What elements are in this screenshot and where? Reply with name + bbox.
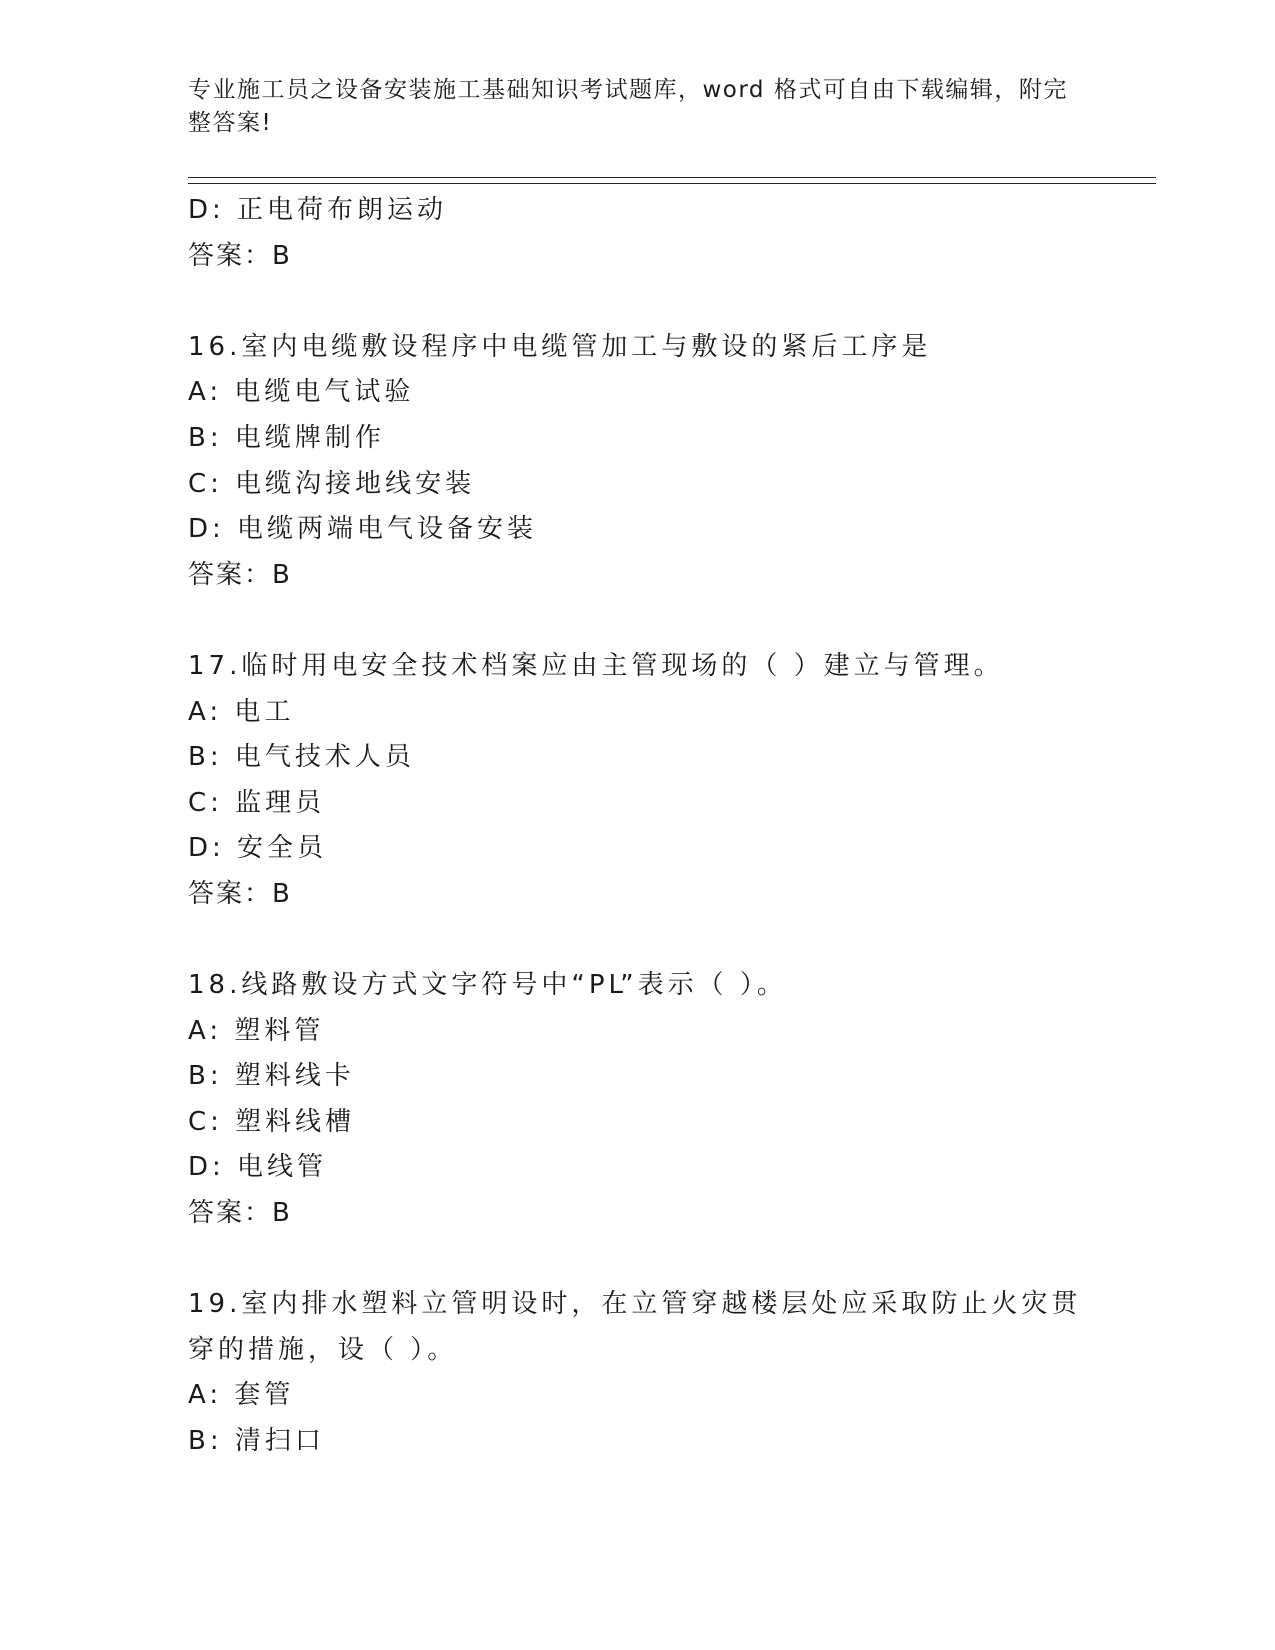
question-16-stem: 16.室内电缆敷设程序中电缆管加工与敷设的紧后工序是 [188,331,932,362]
prev-question-option-d: D: 正电荷布朗运动 [188,195,448,225]
question-18-option-b: B: 塑料线卡 [188,1061,355,1092]
question-gap [188,598,1148,644]
question-16-option-d: D: 电缆两端电气设备安装 [188,514,538,545]
question-18-option-d: D: 电线管 [188,1152,328,1183]
question-gap [188,1237,1148,1283]
header-divider-bottom [188,183,1156,184]
question-18-option-c: C: 塑料线槽 [188,1106,356,1137]
document-header-description: 专业施工员之设备安装施工基础知识考试题库，word 格式可自由下载编辑，附完整答案! [188,77,1068,136]
question-17-answer: 答案：B [188,878,292,909]
question-16-answer: 答案：B [188,559,292,590]
question-19-stem: 19.室内排水塑料立管明设时，在立管穿越楼层处应采取防止火灾贯穿的措施，设（ ）。 [188,1289,1082,1365]
question-gap [188,918,1148,964]
question-17-option-c: C: 监理员 [188,787,326,818]
header-divider-top [188,177,1156,178]
question-17-stem: 17.临时用电安全技术档案应由主管现场的（ ）建立与管理。 [188,650,1004,681]
question-16-option-a: A: 电缆电气试验 [188,377,415,408]
question-19-option-b: B: 清扫口 [188,1426,325,1457]
question-16-option-c: C: 电缆沟接地线安装 [188,468,476,499]
question-17-option-d: D: 安全员 [188,833,328,864]
question-18-stem: 18.线路敷设方式文字符号中“PL”表示（ ）。 [188,970,787,1001]
question-list [188,188,1148,1465]
question-19-option-a: A: 套管 [188,1380,295,1411]
question-gap [188,279,1148,325]
question-18-answer: 答案：B [188,1198,292,1229]
question-17-option-b: B: 电气技术人员 [188,742,415,773]
question-18-option-a: A: 塑料管 [188,1015,325,1046]
prev-question-answer: 答案：B [188,240,292,271]
question-17-option-a: A: 电工 [188,696,295,727]
question-16-option-b: B: 电缆牌制作 [188,422,385,453]
